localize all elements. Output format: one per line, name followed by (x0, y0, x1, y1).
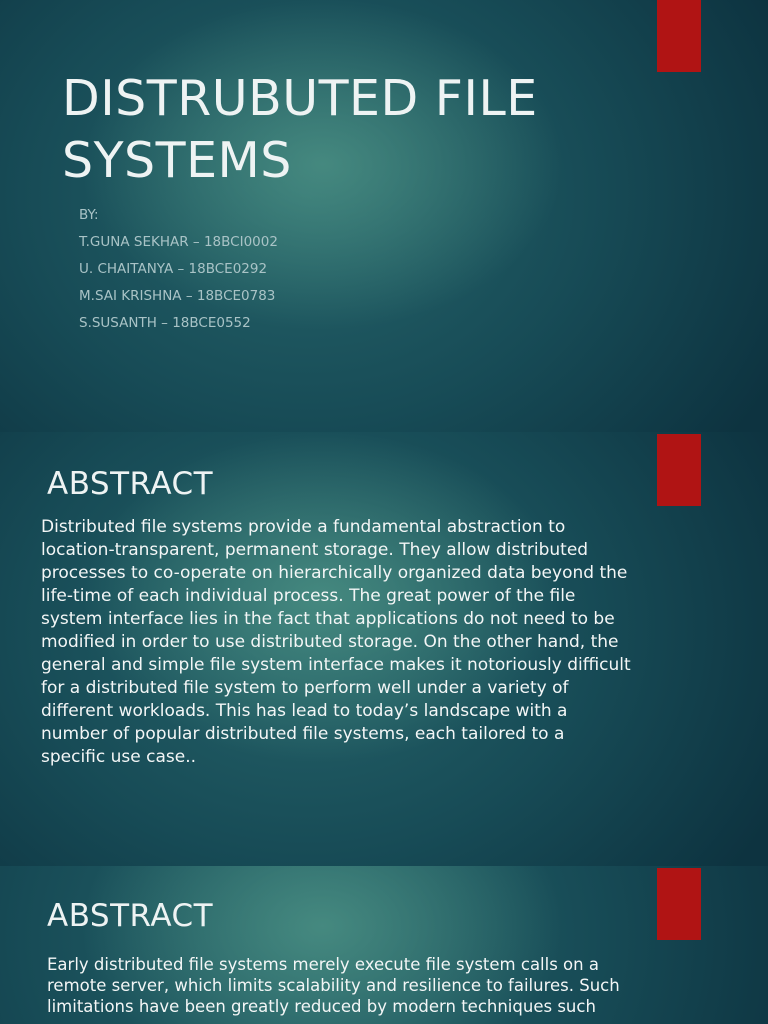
abstract-slide-2 (0, 866, 768, 1024)
title-line-2: SYSTEMS (62, 132, 292, 189)
accent-bar (657, 868, 701, 940)
presentation-title (62, 68, 622, 192)
author-list (79, 205, 278, 340)
author-by-label: BY: (79, 207, 99, 223)
abstract-heading: ABSTRACT (47, 466, 214, 502)
abstract-heading: ABSTRACT (47, 898, 214, 934)
title-line-1: DISTRUBUTED FILE (62, 70, 538, 127)
title-slide (0, 0, 768, 432)
author-item: M.SAI KRISHNA – 18BCE0783 (79, 288, 276, 304)
author-item: U. CHAITANYA – 18BCE0292 (79, 261, 268, 277)
accent-bar (657, 0, 701, 72)
abstract-body: Early distributed file systems merely execute file system calls on a remote server, which limits scalability and resilience to failures. Such limitations have been greatly reduced by modern techniques such (47, 955, 620, 1016)
author-item: S.SUSANTH – 18BCE0552 (79, 315, 251, 331)
accent-bar (657, 434, 701, 506)
abstract-body: Distributed file systems provide a fundamental abstraction to location-transparent, permanent storage. They allow distributed processes to co-operate on hierarchically organized data beyond the life-time of each individual process. The great power of the file system interface lies in the fact that applications do not need to be modified in order to use distributed storage. On the other hand, the general and simple file system interface makes it notoriously difficult for a distributed file system to perform well under a variety of different workloads. This has lead to today’s landscape with a number of popular distributed file systems, each tailored to a specific use case.. (41, 517, 631, 767)
author-item: T.GUNA SEKHAR – 18BCI0002 (79, 234, 278, 250)
abstract-slide (0, 432, 768, 866)
